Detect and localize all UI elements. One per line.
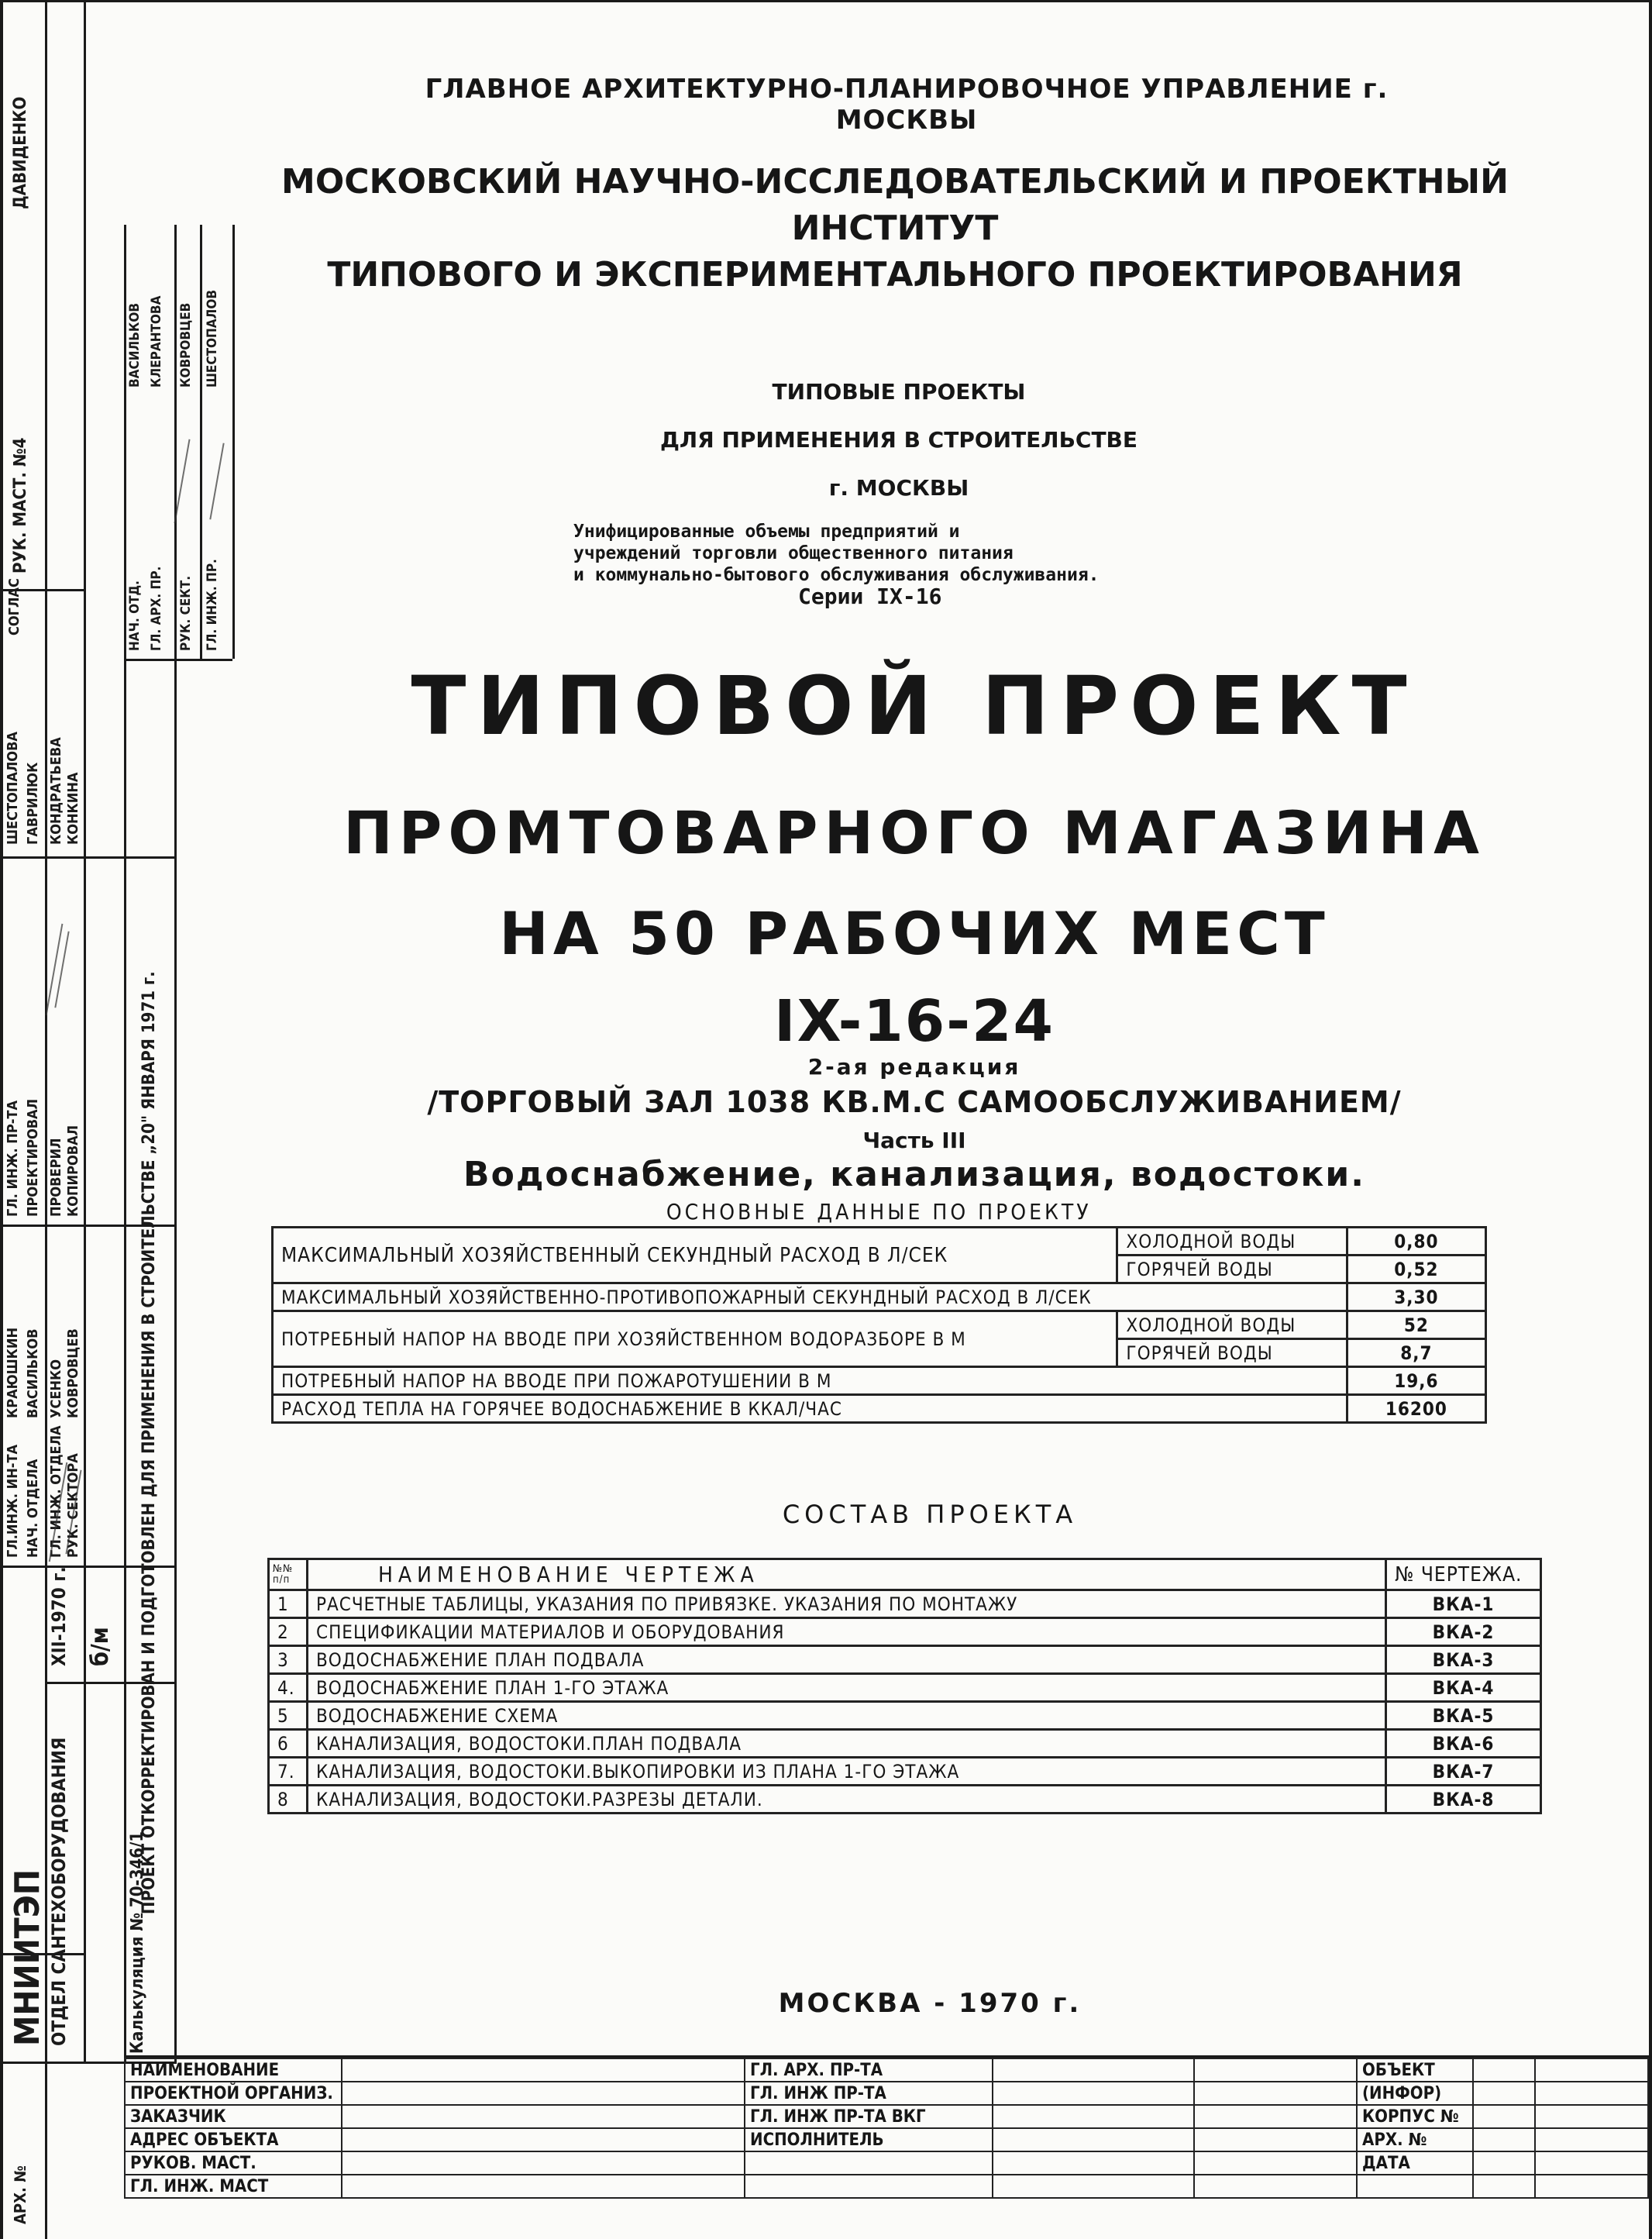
role-b-1: ПРОЕКТИРОВАЛ — [25, 1098, 41, 1217]
name-c-2: КОНДРАТЬЕВА — [48, 737, 64, 845]
role-top-1: ГЛ. АРХ. ПР. — [149, 566, 164, 651]
frame-left — [0, 0, 3, 2239]
row3-cold-value: 52 — [1347, 1311, 1485, 1339]
row4-label: ПОТРЕБНЫЙ НАПОР НА ВВОДЕ ПРИ ПОЖАРОТУШЕНИИ В М — [273, 1367, 1347, 1395]
institute-title — [178, 159, 1612, 298]
basic-data-table — [271, 1197, 1503, 1424]
series-desc3: и коммунально-бытового обслуживания обслуживания. — [573, 565, 1100, 585]
row1-label: МАКСИМАЛЬНЫЙ ХОЗЯЙСТВЕННЫЙ СЕКУНДНЫЙ РАСХОД В Л/СЕК — [273, 1228, 1117, 1283]
table-row: 1 РАСЧЕТНЫЕ ТАБЛИЦЫ, УКАЗАНИЯ ПО ПРИВЯЗКЕ. УКАЗАНИЯ ПО МОНТАЖУ ВКА-1 — [269, 1590, 1541, 1618]
title-sub2: НА 50 РАБОЧИХ МЕСТ — [499, 899, 1330, 968]
row3-hot-value: 8,7 — [1347, 1339, 1485, 1367]
agency-title: ГЛАВНОЕ АРХИТЕКТУРНО-ПЛАНИРОВОЧНОЕ УПРАВЛЕНИЕ г. МОСКВЫ — [425, 74, 1389, 136]
row3-cold-label: ХОЛОДНОЙ ВОДЫ — [1117, 1311, 1347, 1339]
series-line2: ДЛЯ ПРИМЕНЕНИЯ В СТРОИТЕЛЬСТВЕ — [659, 427, 1138, 453]
series-block — [434, 368, 1364, 512]
name-top-0: ВАСИЛЬКОВ — [127, 302, 143, 388]
part-number: Часть III — [862, 1128, 966, 1153]
name-c-1: ГАВРИЛЮК — [25, 762, 41, 845]
table-row: 6 КАНАЛИЗАЦИЯ, ВОДОСТОКИ.ПЛАН ПОДВАЛА ВКА-6 — [269, 1730, 1541, 1758]
sidebar-arch: АРХ. № — [11, 2165, 29, 2224]
sidebar-davidenko: ДАВИДЕНКО — [11, 96, 30, 209]
sidebar-date: XII-1970 г. — [48, 1566, 70, 1666]
col-name-header: НАИМЕНОВАНИЕ ЧЕРТЕЖА — [307, 1559, 1385, 1590]
stamp-mid-1: ГЛ. ИНЖ ПР-ТА — [745, 2082, 993, 2105]
stamp-right-2: КОРПУС № — [1357, 2105, 1473, 2128]
stamp-left-2: ЗАКАЗЧИК — [125, 2105, 342, 2128]
name-b-3: КОВРОВЦЕВ — [65, 1328, 81, 1418]
name-top-3: ШЕСТОПАЛОВ — [205, 290, 220, 388]
sidebar-org: МНИИТЭП — [8, 1869, 47, 2046]
role-a-2: ГЛ. ИНЖ. ОТДЕЛА — [48, 1425, 64, 1558]
stamp-right-3: АРХ. № — [1357, 2128, 1473, 2151]
sidebar-calc: Калькуляция № 70-346/1 — [128, 1831, 147, 2054]
table-row: 2 СПЕЦИФИКАЦИИ МАТЕРИАЛОВ И ОБОРУДОВАНИЯ ВКА-2 — [269, 1618, 1541, 1646]
sidebar-dept: ОТДЕЛ САНТЕХОБОРУДОВАНИЯ — [48, 1737, 70, 2046]
series-desc1: Унифицированные объемы предприятий и — [573, 522, 960, 542]
basic-data-heading: ОСНОВНЫЕ ДАННЫЕ ПО ПРОЕКТУ — [273, 1197, 1486, 1228]
row4-value: 19,6 — [1347, 1367, 1485, 1395]
name-b-0: КРАЮШКИН — [5, 1328, 21, 1418]
row1-cold-value: 0,80 — [1347, 1228, 1485, 1256]
series-description — [573, 521, 1426, 608]
series-line1: ТИПОВЫЕ ПРОЕКТЫ — [772, 379, 1026, 405]
hall-info: /ТОРГОВЫЙ ЗАЛ 1038 КВ.М.С САМООБСЛУЖИВАНИЕМ/ — [427, 1085, 1402, 1119]
stamp-mid-2: ГЛ. ИНЖ ПР-ТА ВКГ — [745, 2105, 993, 2128]
name-b-1: ВАСИЛЬКОВ — [25, 1328, 41, 1418]
stamp-right-4: ДАТА — [1357, 2151, 1473, 2175]
name-b-2: УСЕНКО — [48, 1359, 64, 1418]
section-title: Водоснабжение, канализация, водостоки. — [463, 1155, 1365, 1194]
role-b-2: ПРОВЕРИЛ — [48, 1138, 64, 1217]
sidebar-master: РУК. МАСТ. №4 — [11, 437, 30, 574]
name-c-3: КОНКИНА — [65, 772, 81, 845]
role-a-3: РУК. СЕКТОРА — [65, 1453, 81, 1558]
edition: 2-ая редакция — [807, 1054, 1021, 1080]
table-row: 8 КАНАЛИЗАЦИЯ, ВОДОСТОКИ.РАЗРЕЗЫ ДЕТАЛИ. ВКА-8 — [269, 1786, 1541, 1814]
role-b-3: КОПИРОВАЛ — [65, 1125, 81, 1217]
institute-line1: МОСКОВСКИЙ НАУЧНО-ИССЛЕДОВАТЕЛЬСКИЙ И ПРОЕКТНЫЙ ИНСТИТУТ — [281, 162, 1509, 248]
role-top-0: НАЧ. ОТД. — [127, 580, 143, 651]
col-code-header: № ЧЕРТЕЖА. — [1386, 1559, 1541, 1590]
row5-label: РАСХОД ТЕПЛА НА ГОРЯЧЕЕ ВОДОСНАБЖЕНИЕ В ККАЛ/ЧАС — [273, 1395, 1347, 1423]
stamp-mid-0: ГЛ. АРХ. ПР-ТА — [745, 2058, 993, 2082]
row1-cold-label: ХОЛОДНОЙ ВОДЫ — [1117, 1228, 1347, 1256]
institute-line2: ТИПОВОГО И ЭКСПЕРИМЕНТАЛЬНОГО ПРОЕКТИРОВАНИЯ — [327, 255, 1463, 295]
composition-table — [267, 1558, 1542, 1814]
name-top-2: КОВРОВЦЕВ — [178, 302, 194, 388]
row3-hot-label: ГОРЯЧЕЙ ВОДЫ — [1117, 1339, 1347, 1367]
role-a-1: НАЧ. ОТДЕЛА — [25, 1459, 41, 1558]
role-a-0: ГЛ.ИНЖ. ИН-ТА — [5, 1444, 21, 1558]
stamp-right-0: ОБЪЕКТ — [1357, 2058, 1473, 2082]
row2-label: МАКСИМАЛЬНЫЙ ХОЗЯЙСТВЕННО-ПРОТИВОПОЖАРНЫЙ СЕКУНДНЫЙ РАСХОД В Л/СЕК — [273, 1283, 1347, 1311]
row1-hot-value: 0,52 — [1347, 1256, 1485, 1283]
stamp-left-5: ГЛ. ИНЖ. МАСТ — [125, 2175, 342, 2198]
row1-hot-label: ГОРЯЧЕЙ ВОДЫ — [1117, 1256, 1347, 1283]
signature-mark — [54, 932, 69, 1008]
series-line3: г. МОСКВЫ — [828, 475, 969, 501]
stamp-left-0: НАИМЕНОВАНИЕ — [125, 2058, 342, 2082]
table-row: 4. ВОДОСНАБЖЕНИЕ ПЛАН 1-ГО ЭТАЖА ВКА-4 — [269, 1674, 1541, 1702]
stamp-left-4: РУКОВ. МАСТ. — [125, 2151, 342, 2175]
sidebar-approval: ПРОЕКТ ОТКОРРЕКТИРОВАН И ПОДГОТОВЛЕН ДЛЯ ПРИМЕНЕНИЯ В СТРОИТЕЛЬСТВЕ „20" ЯНВАРЯ 1971 г. — [139, 971, 159, 1914]
stamp-left-3: АДРЕС ОБЪЕКТА — [125, 2128, 342, 2151]
table-row: 3 ВОДОСНАБЖЕНИЕ ПЛАН ПОДВАЛА ВКА-3 — [269, 1646, 1541, 1674]
stamp-mid-3: ИСПОЛНИТЕЛЬ — [745, 2128, 993, 2151]
table-row: 7. КАНАЛИЗАЦИЯ, ВОДОСТОКИ.ВЫКОПИРОВКИ ИЗ ПЛАНА 1-ГО ЭТАЖА ВКА-7 — [269, 1758, 1541, 1786]
composition-heading: СОСТАВ ПРОЕКТА — [782, 1500, 1078, 1529]
city-year: МОСКВА - 1970 г. — [778, 1988, 1082, 2019]
sidebar-agreed: СОГЛАС — [6, 578, 22, 636]
title-sub1: ПРОМТОВАРНОГО МАГАЗИНА — [343, 798, 1485, 867]
table-row: 5 ВОДОСНАБЖЕНИЕ СХЕМА ВКА-5 — [269, 1702, 1541, 1730]
signature-mark — [209, 443, 224, 520]
row3-label: ПОТРЕБНЫЙ НАПОР НА ВВОДЕ ПРИ ХОЗЯЙСТВЕННОМ ВОДОРАЗБОРЕ В М — [273, 1311, 1117, 1367]
col-no-header: №№ п/п — [269, 1559, 308, 1590]
stamp-right-1: (ИНФОР) — [1357, 2082, 1473, 2105]
frame-top — [0, 0, 1652, 2]
project-code: IX-16-24 — [774, 988, 1055, 1055]
stamp-table — [124, 2058, 1649, 2199]
stamp-left-1: ПРОЕКТНОЙ ОРГАНИЗ. — [125, 2082, 342, 2105]
name-c-0: ШЕСТОПАЛОВА — [5, 732, 21, 845]
role-top-3: ГЛ. ИНЖ. ПР. — [205, 559, 220, 651]
row2-value: 3,30 — [1347, 1283, 1485, 1311]
role-b-0: ГЛ. ИНЖ. ПР-ТА — [5, 1101, 21, 1217]
frame-right — [1649, 0, 1652, 2239]
name-top-1: КЛЕРАНТОВА — [149, 295, 164, 388]
row5-value: 16200 — [1347, 1395, 1485, 1423]
title-main: ТИПОВОЙ ПРОЕКТ — [411, 659, 1418, 753]
role-top-2: РУК. СЕКТ. — [178, 575, 194, 651]
series-desc2: учреждений торговли общественного питания — [573, 543, 1014, 563]
sidebar-bm: б/м — [87, 1627, 114, 1666]
series-number: Серии IX-16 — [798, 584, 942, 609]
